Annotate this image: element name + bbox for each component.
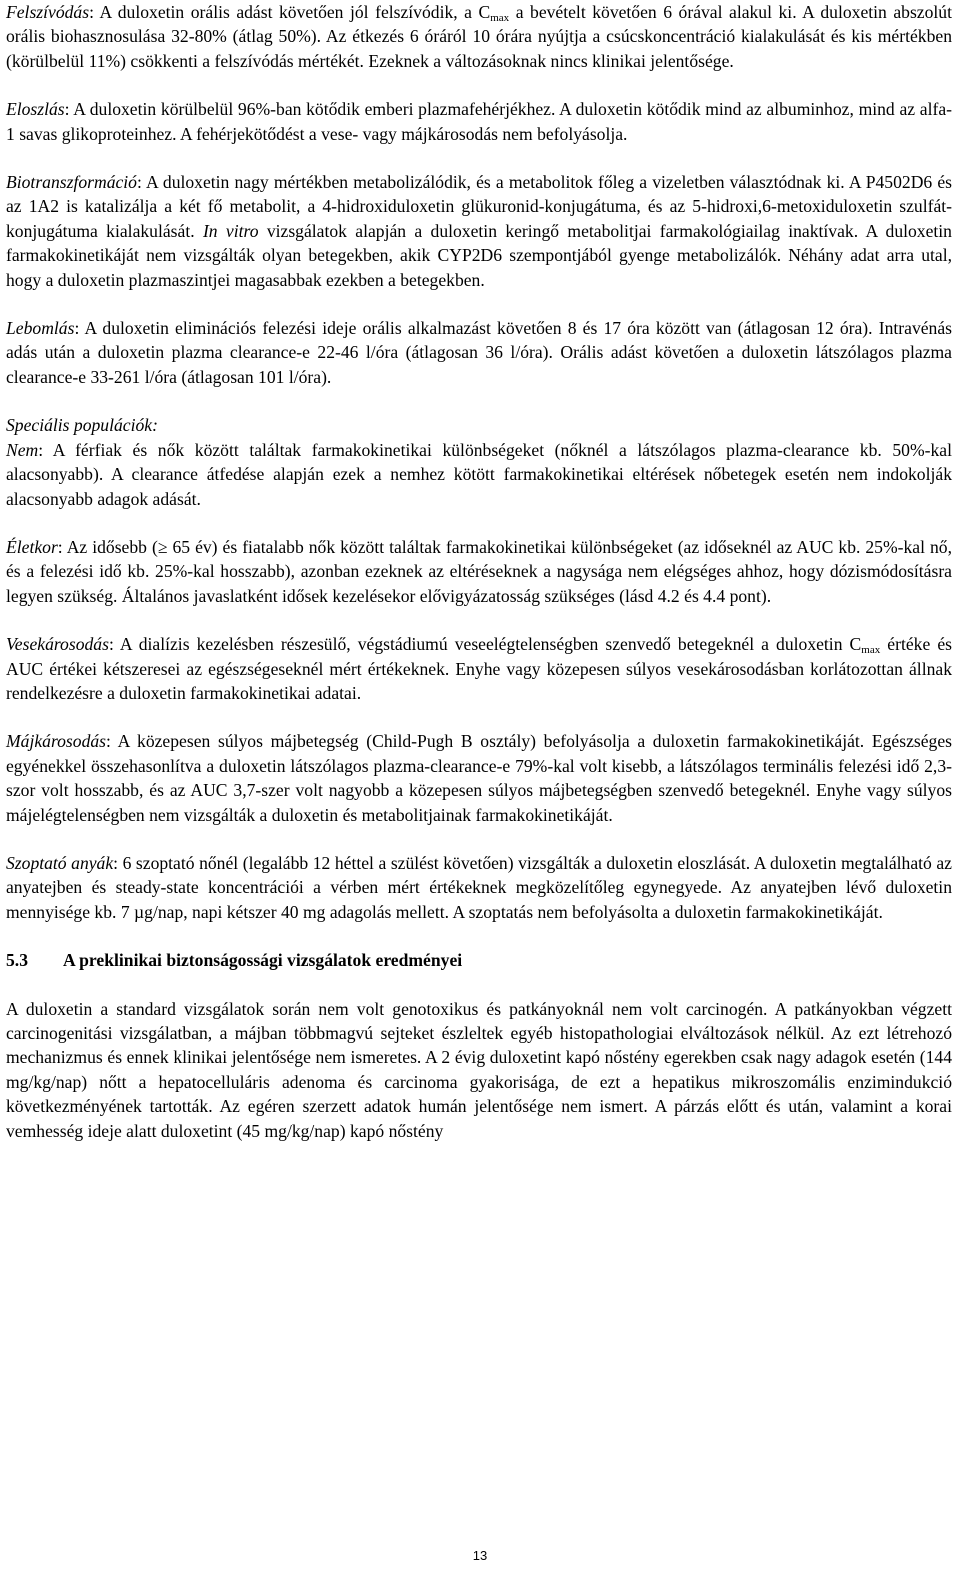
renal-cmax-subscript: max — [861, 644, 881, 657]
gender-text: : A férfiak és nők között találtak farmakokinetikai különbségeket (nőknél a látszólagos plazma-clearance kb. 50%-kal alacsonyabb). A clearance átfedése alapján ezek a nemhez kötött farmakokinetikai eltérések nőbetegek esetén nem indokolják alacsonyabb adagok adását. — [6, 439, 952, 509]
absorption-text-1: : A duloxetin orális adást követően jól felszívódik, a C — [89, 2, 491, 22]
absorption-paragraph — [6, 0, 952, 73]
elimination-text: : A duloxetin eliminációs felezési ideje orális alkalmazást követően 8 és 17 óra között van (átlagosan 12 óra). Intravénás adás után a duloxetin plazma clearance-e 22-46 l/óra (átlagosan 36 l/óra). Orális adást követően a duloxetin látszólagos plazma clearance-e 33-261 l/óra (átlagosan 101 l/óra). — [6, 318, 952, 387]
nursing-label: Szoptató anyák — [6, 852, 114, 873]
absorption-label: Felszívódás — [6, 2, 90, 22]
hepatic-label: Májkárosodás — [6, 731, 107, 752]
cmax-subscript: max — [490, 12, 510, 24]
biotransformation-paragraph — [6, 170, 952, 292]
age-label: Életkor — [6, 536, 58, 557]
hepatic-text: : A közepesen súlyos májbetegség (Child-Pugh B osztály) befolyásolja a duloxetin farmakokinetikáját. Egészséges egyénekkel összehasonlítva a duloxetin látszólagos plazma-clearance-e 79%-kal volt kisebb, a látszólagos terminális felezési idő 2,3-szor volt hosszabb, és az AUC 3,7-szer volt nagyobb a közepesen súlyos májbetegségben szenvedő betegeknél. Enyhe vagy súlyos májelégtelenségben nem vizsgálták a duloxetin és metabolitjainak farmakokinetikáját. — [6, 731, 952, 825]
distribution-paragraph — [6, 97, 952, 146]
section-heading — [6, 948, 952, 972]
biotransformation-label: Biotranszformáció — [6, 172, 137, 193]
preclinical-paragraph — [6, 997, 952, 1143]
nursing-text: : 6 szoptató nőnél (legalább 12 héttel a szülést követően) vizsgálták a duloxetin eloszlását. A duloxetin megtalálható az anyatejben és steady-state koncentrációi a vérben mért értékeknek megközelítőleg egynegyede. Az anyatejben lévő duloxetin mennyisége kb. 7 µg/nap, napi kétszer 40 mg adagolás mellett. A szoptatás nem befolyásolta a duloxetin farmakokinetikáját. — [6, 852, 952, 922]
distribution-text: : A duloxetin körülbelül 96%-ban kötődik emberi plazmafehérjékhez. A duloxetin kötődik mind az albuminhoz, mind az alfa-1 savas glikoproteinhez. A fehérjekötődést a vese- vagy májkárosodás nem befolyásolja. — [6, 99, 952, 144]
elimination-paragraph — [6, 316, 952, 389]
age-text: : Az idősebb (≥ 65 év) és fiatalabb nők között találtak farmakokinetikai különbségeket (az időseknél az AUC kb. 25%-kal nő, és a felezési idő kb. 25%-kal hosszabb), azonban ezeknek az eltéréseknek a nagysága nem elégséges ahhoz, hogy dózismódosításra legyen szükség. Általános javaslatként idősek kezelésekor elővigyázatosság szükséges (lásd 4.2 és 4.4 pont). — [6, 536, 952, 606]
preclinical-text: A duloxetin a standard vizsgálatok során nem volt genotoxikus és patkányoknál nem volt carcinogén. A patkányokban végzett carcinogenitási vizsgálatban, a májban többmagvú sejteket észleltek egyéb histopathologiai elváltozások nélkül. Az ezt létrehozó mechanizmus és ennek klinikai jelentősége nem ismeretes. A 2 évig duloxetint kapó nőstény egerekben csak nagy adagok esetén (144 mg/kg/nap) nőtt a hepatocelluláris adenoma és carcinoma gyakorisága, de ezt a hepatikus mikroszomális enzimindukció következményének tartották. Az egéren szerzett adatok humán jelentősége nem ismert. A párzás előtt és után, valamint a korai vemhesség ideje alatt duloxetint (45 mg/kg/nap) kapó nőstény — [6, 998, 952, 1141]
document-page — [6, 0, 952, 1167]
distribution-label: Eloszlás — [6, 99, 65, 120]
section-number: 5.3 — [6, 950, 28, 971]
absorption-text-2: a bevételt követően 6 órával alakul ki. A duloxetin abszolút orális biohasznosulása 32-80% (átlag 50%). Az étkezés 6 óráról 10 órára nyújtja a csúcskoncentráció kialakulását és kis mértékben (körülbelül 11%) csökkenti a felszívódás mértékét. Ezeknek a változásoknak nincs klinikai jelentősége. — [6, 2, 952, 71]
renal-label: Vesekárosodás — [6, 634, 109, 655]
renal-text-1: : A dialízis kezelésben részesülő, végstádiumú veseelégtelenségben szenvedő betegeknél a duloxetin C — [108, 634, 862, 655]
gender-label: Nem — [6, 439, 39, 460]
hepatic-paragraph — [6, 729, 952, 827]
biotransformation-text-2: vizsgálatok alapján a duloxetin keringő metabolitjai farmakológiailag inaktívak. A duloxetin farmakokinetikáját nem vizsgálták olyan betegekben, akik CYP2D6 szempontjából gyenge metabolizálók. Néhány adat arra utal, hogy a duloxetin plazmaszintjei magasabbak ezekben a betegekben. — [6, 220, 952, 290]
in-vitro-term: In vitro — [202, 220, 259, 241]
special-populations-heading: Speciális populációk: — [6, 415, 158, 436]
nursing-paragraph — [6, 851, 952, 924]
biotransformation-text-1: : A duloxetin nagy mértékben metabolizálódik, és a metabolitok főleg a vizeletben választódnak ki. A P4502D6 és az 1A2 is katalizálja a két fő metabolit, a 4-hidroxiduloxetin glükuronid-konjugátuma, és az 5-hidroxi,6-metoxiduloxetin szulfát-konjugátuma kialakulását. — [6, 172, 952, 241]
age-paragraph — [6, 535, 952, 608]
elimination-label: Lebomlás — [6, 318, 75, 339]
section-title: A preklinikai biztonságossági vizsgálatok eredményei — [63, 950, 463, 971]
renal-text-2: értéke és AUC értékei kétszeresei az egészségeseknél mért értékeknek. Enyhe vagy közepesen súlyos vesekárosodásban korlátozottan állnak rendelkezésre a duloxetin farmakokinetikai adatai. — [6, 634, 952, 703]
page-number: 13 — [472, 1548, 488, 1563]
renal-paragraph — [6, 632, 952, 705]
special-populations-paragraph — [6, 413, 952, 511]
